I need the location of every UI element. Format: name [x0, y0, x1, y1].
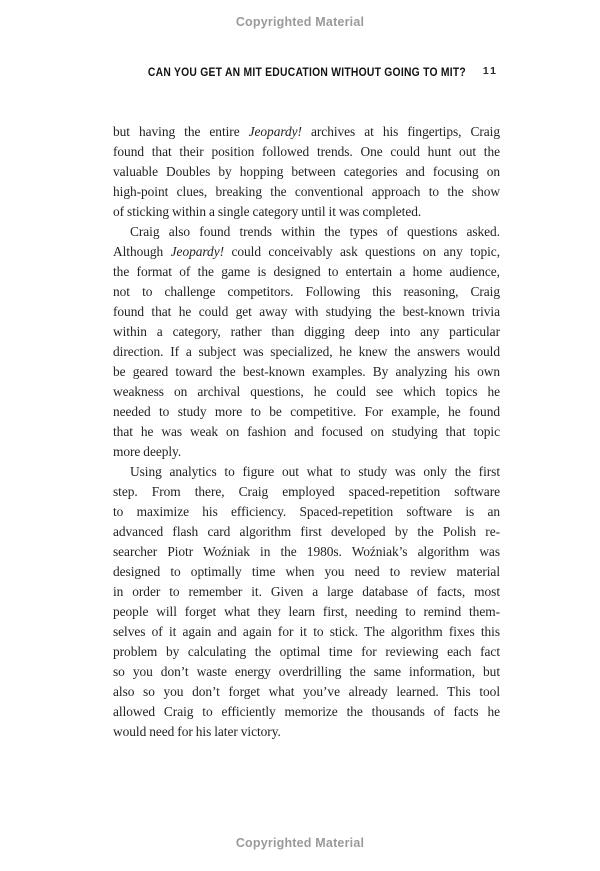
- italic-book-title: Jeopardy!: [248, 124, 302, 139]
- body-text: [113, 122, 500, 742]
- text-segment: selves of it again and again for it to stick. The algorithm fixes this: [113, 624, 500, 639]
- text-segment: but having the entire: [113, 124, 249, 139]
- text-line: [113, 702, 500, 722]
- text-segment: advanced flash card algorithm first developed by the Polish re-: [113, 524, 500, 539]
- text-segment: more deeply.: [113, 444, 182, 459]
- text-segment: found that he could get away with studying the best-known trivia: [113, 304, 500, 319]
- text-segment: problem by calculating the optimal time for reviewing each fact: [113, 644, 500, 659]
- text-line: [113, 342, 500, 362]
- text-line: [113, 502, 500, 522]
- text-line: [113, 542, 500, 562]
- text-segment: that he was weak on fashion and focused on studying that topic: [113, 424, 500, 439]
- text-segment: would need for his later victory.: [113, 724, 281, 739]
- text-line: [113, 622, 500, 642]
- text-line: [113, 602, 500, 622]
- copyright-notice-top: Copyrighted Material: [235, 15, 365, 29]
- text-segment: within a category, rather than digging deep into any particular: [113, 324, 500, 339]
- paragraph: [113, 462, 500, 742]
- text-line: [113, 402, 500, 422]
- copyright-notice-bottom: Copyrighted Material: [235, 836, 365, 850]
- text-line: [113, 242, 500, 262]
- italic-book-title: Jeopardy!: [170, 244, 224, 259]
- text-line: [113, 642, 500, 662]
- text-line: [113, 362, 500, 382]
- text-segment: allowed Craig to efficiently memorize the thousands of facts he: [113, 704, 500, 719]
- running-head: [113, 63, 500, 79]
- text-line: [113, 122, 500, 142]
- text-segment: to maximize his efficiency. Spaced-repetition software is an: [113, 504, 500, 519]
- paragraph: [113, 122, 500, 222]
- text-line: [113, 722, 500, 742]
- text-line: [113, 222, 500, 242]
- text-line: [113, 282, 500, 302]
- text-segment: weakness on archival questions, he could see which topics he: [113, 384, 500, 399]
- text-segment: Craig also found trends within the types of questions asked.: [130, 224, 500, 239]
- text-segment: designed to optimally time when you need to review material: [113, 564, 500, 579]
- text-segment: of sticking within a single category until it was completed.: [113, 204, 422, 219]
- text-line: [113, 382, 500, 402]
- text-segment: valuable Doubles by hopping between categories and focusing on: [113, 164, 500, 179]
- text-line: [113, 422, 500, 442]
- text-segment: searcher Piotr Woźniak in the 1980s. Woźniak’s algorithm was: [113, 544, 500, 559]
- text-segment: needed to study more to be competitive. For example, he found: [113, 404, 500, 419]
- text-line: [113, 262, 500, 282]
- text-line: [113, 442, 500, 462]
- text-segment: not to challenge competitors. Following this reasoning, Craig: [113, 284, 500, 299]
- text-line: [113, 562, 500, 582]
- text-segment: archives at his fingertips, Craig: [301, 124, 500, 139]
- text-segment: also so you don’t forget what you’ve already learned. This tool: [113, 684, 500, 699]
- text-segment: be geared toward the best-known examples. By analyzing his own: [113, 364, 500, 379]
- text-line: [113, 182, 500, 202]
- text-line: [113, 462, 500, 482]
- text-segment: found that their position followed trends. One could hunt out the: [113, 144, 500, 159]
- text-line: [113, 522, 500, 542]
- text-line: [113, 582, 500, 602]
- text-segment: could conceivably ask questions on any topic,: [224, 244, 500, 259]
- text-line: [113, 142, 500, 162]
- text-line: [113, 482, 500, 502]
- text-segment: high-point clues, breaking the conventional approach to the show: [113, 184, 500, 199]
- chapter-title: CAN YOU GET AN MIT EDUCATION WITHOUT GOING TO MIT?: [147, 65, 466, 79]
- text-segment: the format of the game is designed to entertain a home audience,: [113, 264, 500, 279]
- text-line: [113, 162, 500, 182]
- text-line: [113, 682, 500, 702]
- paragraph: [113, 222, 500, 462]
- text-segment: step. From there, Craig employed spaced-repetition software: [113, 484, 500, 499]
- text-line: [113, 662, 500, 682]
- text-segment: so you don’t waste energy overdrilling the same information, but: [113, 664, 500, 679]
- text-segment: people will forget what they learn first, needing to remind them-: [113, 604, 500, 619]
- text-line: [113, 302, 500, 322]
- text-segment: in order to remember it. Given a large database of facts, most: [113, 584, 500, 599]
- text-line: [113, 202, 500, 222]
- page-number: 11: [482, 64, 498, 77]
- text-segment: Although: [113, 244, 171, 259]
- text-segment: Using analytics to figure out what to study was only the first: [130, 464, 500, 479]
- text-line: [113, 322, 500, 342]
- text-segment: direction. If a subject was specialized, he knew the answers would: [113, 344, 500, 359]
